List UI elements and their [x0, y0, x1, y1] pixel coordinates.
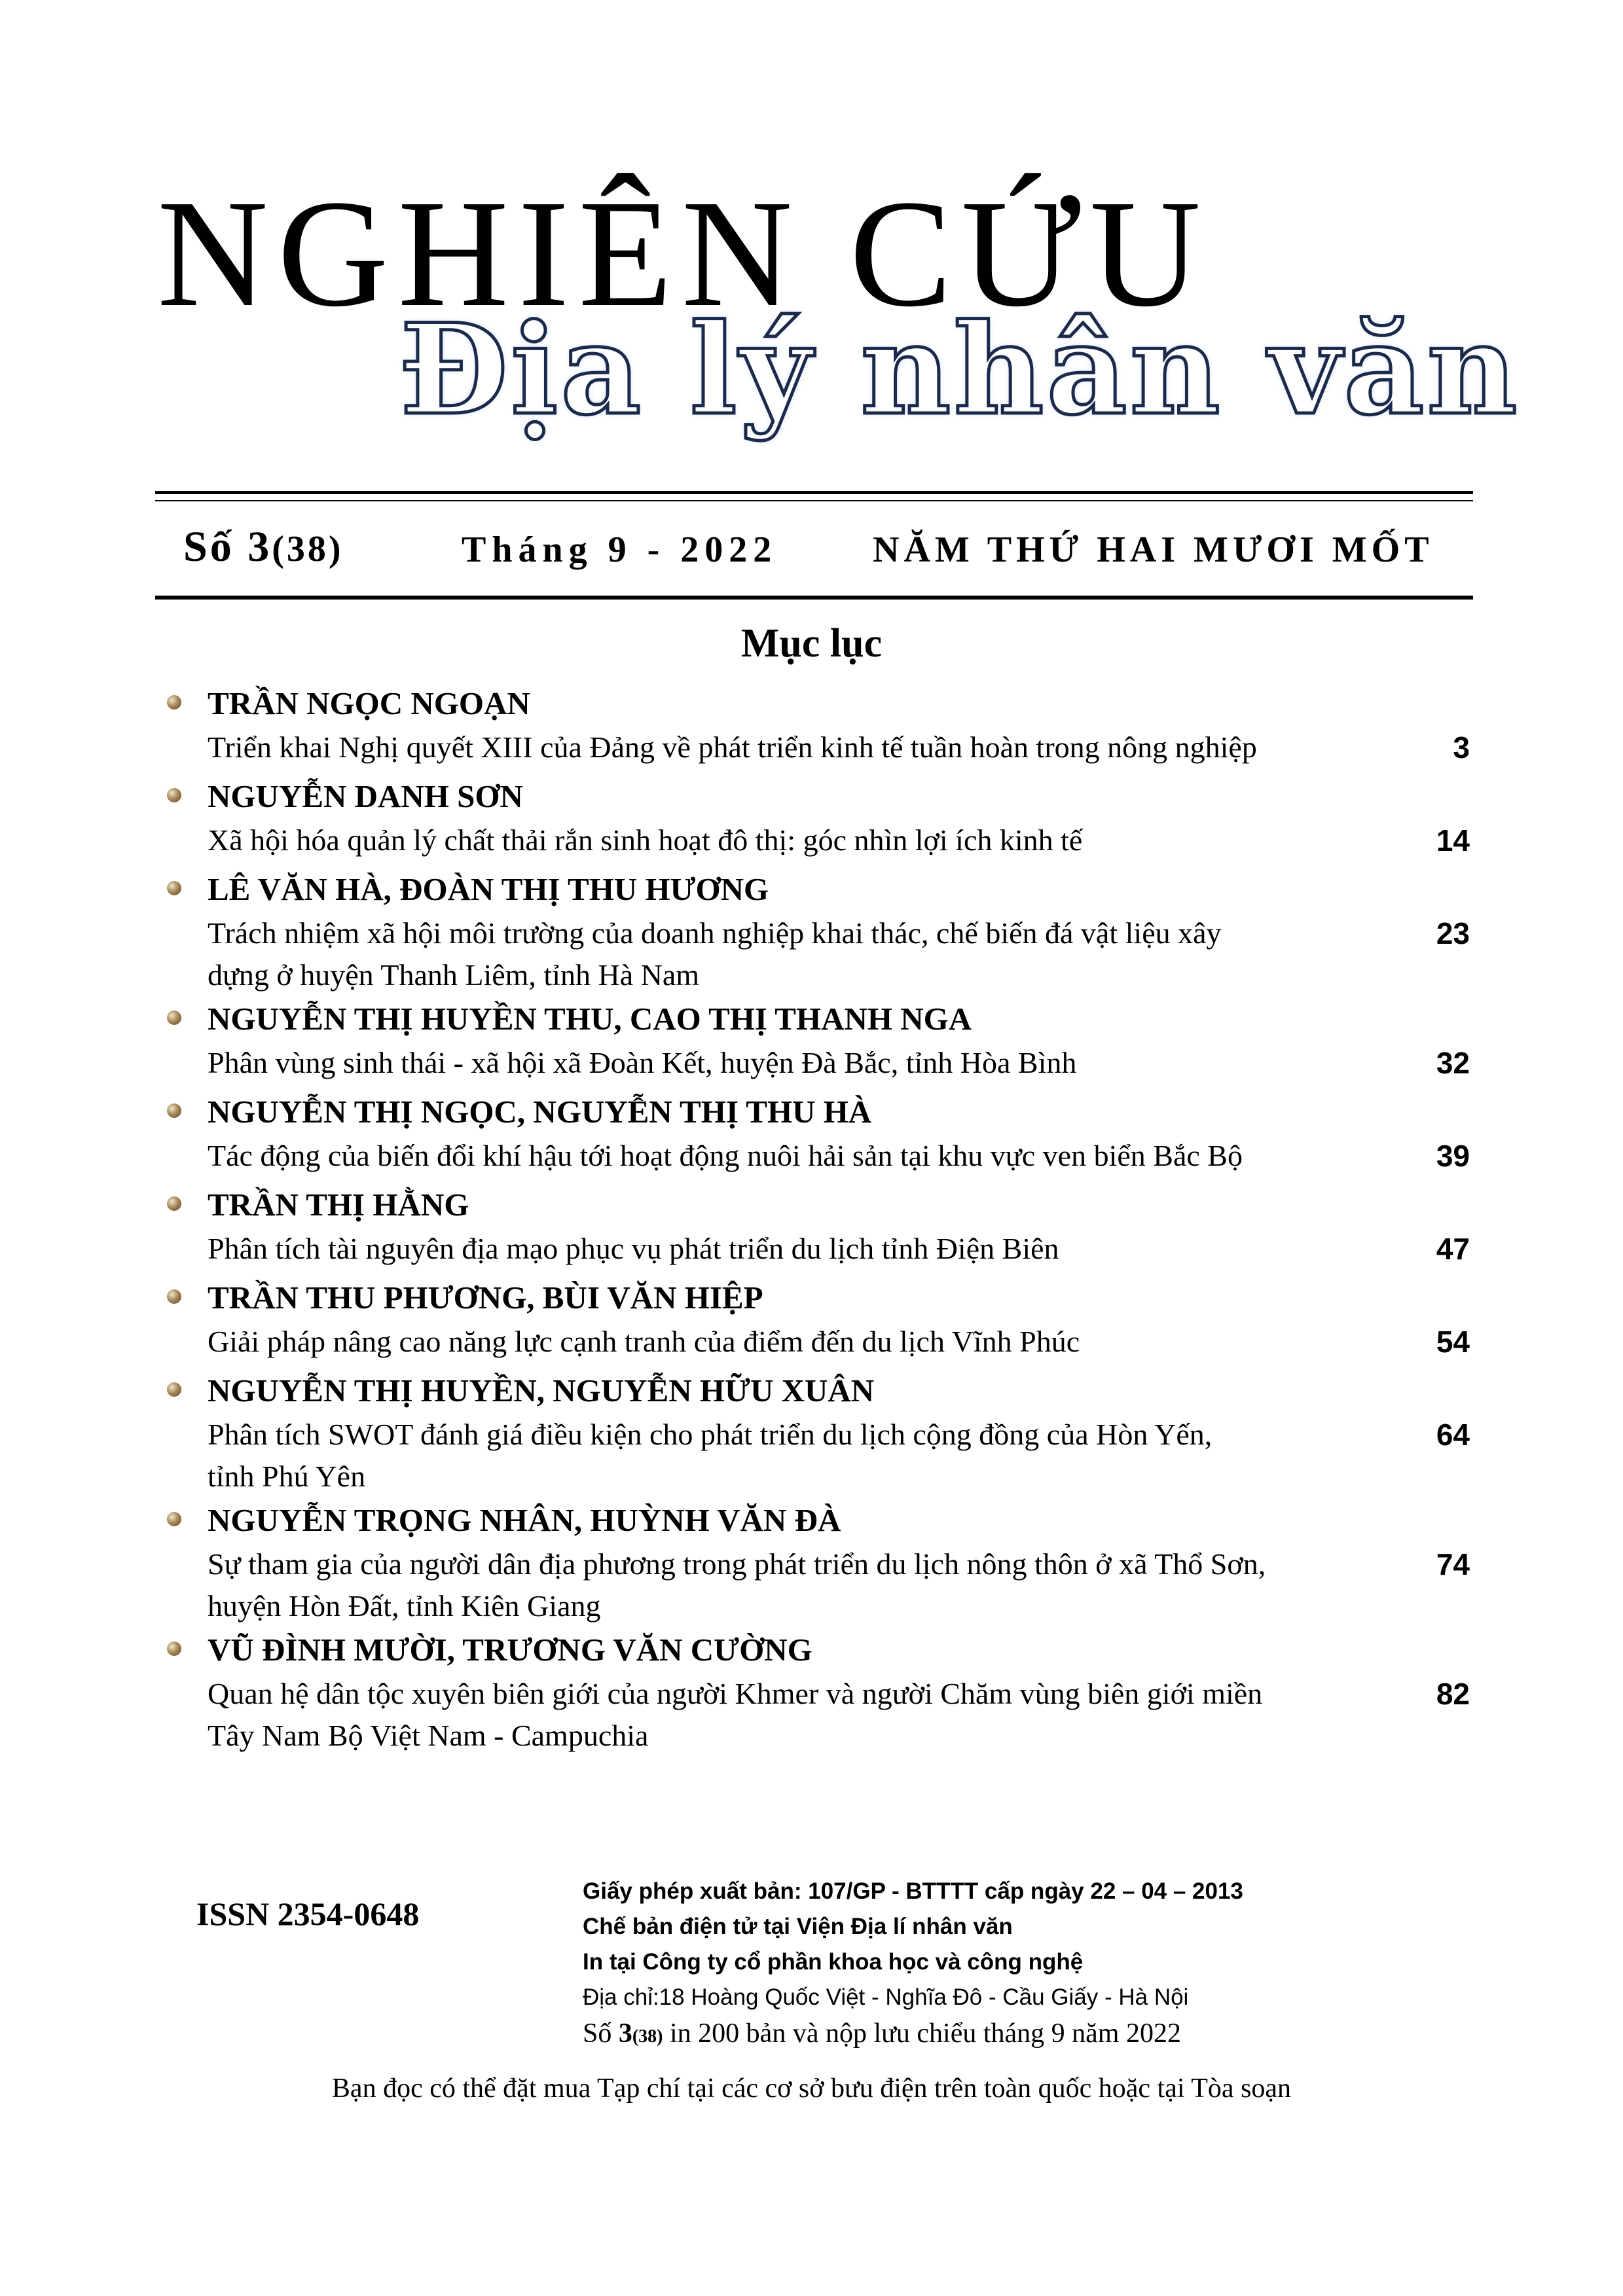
toc-article-title-line: Trách nhiệm xã hội môi trường của doanh nghiệp khai thác, chế biến đá vật liệu xây: [208, 916, 1222, 950]
toc-article-title-line: huyện Hòn Đất, tỉnh Kiên Giang: [208, 1589, 601, 1623]
toc-article-title-line: Phân tích SWOT đánh giá điều kiện cho phát triển du lịch cộng đồng của Hòn Yến,: [208, 1418, 1213, 1451]
print-run-number: 3: [618, 2018, 632, 2049]
toc-author: [167, 867, 1483, 912]
bullet-icon: [167, 695, 181, 709]
toc-article: [167, 1673, 1483, 1757]
bullet-icon: [167, 788, 181, 802]
toc-article: [167, 1321, 1483, 1368]
print-run-line: [583, 2018, 1181, 2049]
typeset-line: Chế bản điện tử tại Viện Địa lí nhân văn: [583, 1914, 1013, 1939]
toc-entry: [167, 1182, 1483, 1275]
toc-entry: [167, 1498, 1483, 1627]
toc-author: [167, 996, 1483, 1042]
toc-page-number: 32: [1436, 1046, 1470, 1080]
toc-author: [167, 1275, 1483, 1321]
toc-author: [167, 1627, 1483, 1673]
toc-page-number: 3: [1453, 730, 1470, 764]
toc-author-text: TRẦN THỊ HẰNG: [208, 1187, 469, 1223]
top-rule-thick: [155, 491, 1473, 494]
bullet-icon: [167, 1512, 181, 1526]
toc-page-number: 14: [1436, 823, 1470, 857]
toc-page-number: 82: [1436, 1677, 1470, 1711]
issn: ISSN 2354-0648: [196, 1895, 420, 1932]
toc-page-number: 54: [1436, 1325, 1470, 1359]
toc-article-title-line: Phân vùng sinh thái - xã hội xã Đoàn Kết, huyện Đà Bắc, tỉnh Hòa Bình: [208, 1046, 1077, 1079]
toc-author: [167, 1368, 1483, 1414]
issue-number-suffix: (38): [272, 529, 344, 569]
issue-number-main: Số 3: [183, 523, 272, 571]
toc-entry: [167, 1089, 1483, 1182]
toc-page-number: 47: [1436, 1232, 1470, 1266]
issue-month: Tháng 9 - 2022: [462, 529, 778, 570]
bullet-icon: [167, 1011, 181, 1025]
toc-entry: [167, 681, 1483, 774]
toc-page-number: 74: [1436, 1547, 1470, 1581]
print-run-prefix: Số: [583, 2018, 619, 2049]
top-rule-thin: [155, 500, 1473, 501]
bullet-icon: [167, 1196, 181, 1211]
toc-entry: [167, 996, 1483, 1089]
toc-article-title-line: Phân tích tài nguyên địa mạo phục vụ phát triển du lịch tỉnh Điện Biên: [208, 1232, 1059, 1265]
toc-author-text: NGUYỄN THỊ HUYỀN THU, CAO THỊ THANH NGA: [208, 1001, 972, 1037]
toc-author-text: NGUYỄN TRỌNG NHÂN, HUỲNH VĂN ĐÀ: [208, 1502, 841, 1538]
toc-page-number: 64: [1436, 1418, 1470, 1452]
toc-author: [167, 1089, 1483, 1135]
toc-article: [167, 912, 1483, 996]
toc-article: [167, 819, 1483, 867]
print-run-text: in 200 bản và nộp lưu chiểu tháng 9 năm 2022: [663, 2018, 1181, 2049]
toc-page-number: 39: [1436, 1139, 1470, 1173]
bullet-icon: [167, 1641, 181, 1656]
printer-line: In tại Công ty cổ phần khoa học và công nghệ: [583, 1949, 1084, 1975]
toc-article-title-line: Tác động của biến đổi khí hậu tới hoạt động nuôi hải sản tại khu vực ven biển Bắc Bộ: [208, 1139, 1243, 1172]
issue-year-label: NĂM THỨ HAI MƯƠI MỐT: [873, 529, 1434, 570]
toc-article: [167, 1042, 1483, 1089]
toc-article-title-line: Triển khai Nghị quyết XIII của Đảng về phát triển kinh tế tuần hoàn trong nông nghiệp: [208, 730, 1257, 764]
toc-entry: [167, 774, 1483, 867]
issue-info-row: [183, 522, 1473, 581]
toc-author: [167, 1182, 1483, 1228]
license-line: Giấy phép xuất bản: 107/GP - BTTTT cấp ngày 22 – 04 – 2013: [583, 1878, 1243, 1904]
bullet-icon: [167, 1382, 181, 1397]
toc-author: [167, 1498, 1483, 1543]
toc-entry: [167, 867, 1483, 996]
toc-entry: [167, 1627, 1483, 1757]
toc-author-text: NGUYỄN THỊ NGỌC, NGUYỄN THỊ THU HÀ: [208, 1094, 872, 1130]
toc-article: [167, 1414, 1483, 1498]
toc-article-title-line: Sự tham gia của người dân địa phương trong phát triển du lịch nông thôn ở xã Thổ Sơn,: [208, 1547, 1266, 1581]
toc-article-title-line: Quan hệ dân tộc xuyên biên giới của người Khmer và người Chăm vùng biên giới miền: [208, 1677, 1263, 1710]
issue-number: [183, 522, 344, 572]
toc-article: [167, 1543, 1483, 1627]
toc-article: [167, 1135, 1483, 1182]
toc-page-number: 23: [1436, 916, 1470, 950]
toc-article: [167, 726, 1483, 774]
toc-article-title-line: Xã hội hóa quản lý chất thải rắn sinh hoạt đô thị: góc nhìn lợi ích kinh tế: [208, 823, 1083, 857]
toc-author-text: VŨ ĐÌNH MƯỜI, TRƯƠNG VĂN CƯỜNG: [208, 1632, 812, 1668]
toc-entry: [167, 1275, 1483, 1368]
toc-heading: Mục lục: [740, 621, 883, 666]
toc-author: [167, 774, 1483, 819]
table-of-contents: [167, 681, 1483, 1757]
subscribe-note: Bạn đọc có thể đặt mua Tạp chí tại các cơ sở bưu điện trên toàn quốc hoặc tại Tòa soạn: [331, 2073, 1292, 2104]
toc-article-title-line: dựng ở huyện Thanh Liêm, tỉnh Hà Nam: [208, 958, 700, 992]
toc-article-title-line: Giải pháp nâng cao năng lực cạnh tranh của điểm đến du lịch Vĩnh Phúc: [208, 1325, 1080, 1358]
toc-author-text: NGUYỄN THỊ HUYỀN, NGUYỄN HỮU XUÂN: [208, 1372, 875, 1408]
toc-author-text: TRẦN NGỌC NGOẠN: [208, 685, 530, 721]
bullet-icon: [167, 1289, 181, 1304]
toc-article: [167, 1228, 1483, 1275]
toc-article-title-line: tỉnh Phú Yên: [208, 1460, 366, 1493]
bullet-icon: [167, 881, 181, 895]
toc-author: [167, 681, 1483, 726]
bottom-rule: [155, 596, 1473, 600]
address-line: Địa chỉ:18 Hoàng Quốc Việt - Nghĩa Đô - Cầu Giấy - Hà Nội: [583, 1984, 1189, 2010]
toc-entry: [167, 1368, 1483, 1498]
toc-author-text: NGUYỄN DANH SƠN: [208, 778, 523, 814]
journal-title-line1: NGHIÊN CỨU: [157, 168, 1211, 338]
toc-article-title-line: Tây Nam Bộ Việt Nam - Campuchia: [208, 1719, 649, 1752]
journal-title-line2-wrap: [399, 296, 1520, 442]
print-run-suffix: (38): [632, 2026, 663, 2047]
toc-author-text: TRẦN THU PHƯƠNG, BÙI VĂN HIỆP: [208, 1280, 763, 1316]
bullet-icon: [167, 1103, 181, 1118]
journal-title-line2: Địa lý nhân văn: [399, 296, 1520, 442]
toc-author-text: LÊ VĂN HÀ, ĐOÀN THỊ THU HƯƠNG: [208, 871, 769, 907]
